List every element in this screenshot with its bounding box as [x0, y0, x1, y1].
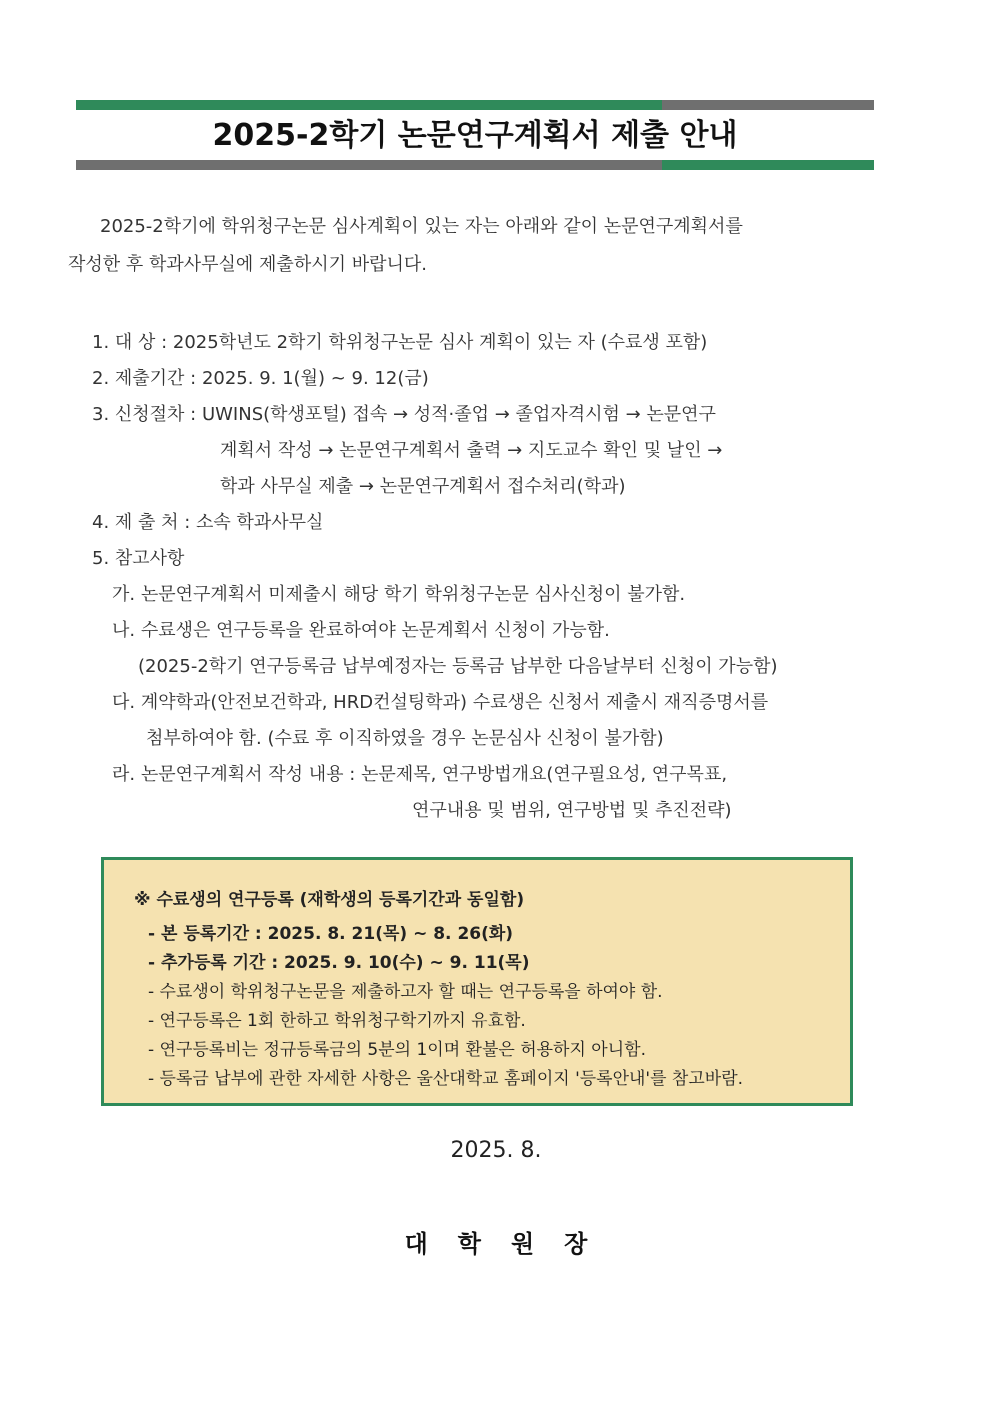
item-submit-to: 4. 제 출 처 : 소속 학과사무실	[92, 512, 324, 533]
note-da-cont: 첨부하여야 함. (수료 후 이직하였을 경우 논문심사 신청이 불가함)	[146, 728, 664, 749]
notice-line-extra-period: - 추가등록 기간 : 2025. 9. 10(수) ~ 9. 11(목)	[148, 953, 530, 973]
page-title: 2025-2학기 논문연구계획서 제출 안내	[212, 118, 738, 153]
note-na: 나. 수료생은 연구등록을 완료하여야 논문계획서 신청이 가능함.	[112, 620, 610, 641]
note-ra: 라. 논문연구계획서 작성 내용 : 논문제목, 연구방법개요(연구필요성, 연구목표,	[112, 764, 728, 785]
title-bar-top-green	[76, 100, 662, 110]
intro-paragraph	[68, 208, 888, 284]
notice-line-4: - 연구등록은 1회 한하고 학위청구학기까지 유효함.	[148, 1011, 526, 1031]
item-procedure-cont-1: 계획서 작성 → 논문연구계획서 출력 → 지도교수 확인 및 날인 →	[220, 440, 723, 461]
item-period: 2. 제출기간 : 2025. 9. 1(월) ~ 9. 12(금)	[92, 368, 429, 389]
item-procedure: 3. 신청절차 : UWINS(학생포털) 접속 → 성적·졸업 → 졸업자격시험 → 논문연구	[92, 404, 716, 425]
item-target: 1. 대 상 : 2025학년도 2학기 학위청구논문 심사 계획이 있는 자 (수료생 포함)	[92, 332, 708, 353]
title-bar-bottom-green	[662, 160, 874, 170]
intro-line-1: 2025-2학기에 학위청구논문 심사계획이 있는 자는 아래와 같이 논문연구계획서를	[100, 216, 743, 237]
signature-dean: 대학원장	[404, 1230, 618, 1258]
document-date: 2025. 8.	[450, 1138, 542, 1163]
title-bar-bottom-gray	[76, 160, 662, 170]
notice-line-5: - 연구등록비는 정규등록금의 5분의 1이며 환불은 허용하지 아니함.	[148, 1040, 646, 1060]
title-bar-top-gray	[662, 100, 874, 110]
note-da: 다. 계약학과(안전보건학과, HRD컨설팅학과) 수료생은 신청서 제출시 재직증명서를	[112, 692, 769, 713]
item-notes: 5. 참고사항	[92, 548, 185, 569]
note-ra-cont: 연구내용 및 범위, 연구방법 및 추진전략)	[412, 800, 732, 821]
notice-line-3: - 수료생이 학위청구논문을 제출하고자 할 때는 연구등록을 하여야 함.	[148, 982, 663, 1002]
note-na-sub: (2025-2학기 연구등록금 납부예정자는 등록금 납부한 다음날부터 신청이 가능함)	[138, 656, 778, 677]
registration-notice-box	[101, 857, 853, 1106]
notice-line-6: - 등록금 납부에 관한 자세한 사항은 울산대학교 홈페이지 '등록안내'를 참고바람.	[148, 1069, 744, 1089]
intro-line-2: 작성한 후 학과사무실에 제출하시기 바랍니다.	[68, 254, 427, 275]
notice-line-main-period: - 본 등록기간 : 2025. 8. 21(목) ~ 8. 26(화)	[148, 924, 514, 944]
notice-heading: ※ 수료생의 연구등록 (재학생의 등록기간과 동일함)	[134, 890, 525, 910]
item-procedure-cont-2: 학과 사무실 제출 → 논문연구계획서 접수처리(학과)	[220, 476, 626, 497]
note-ga: 가. 논문연구계획서 미제출시 해당 학기 학위청구논문 심사신청이 불가함.	[112, 584, 686, 605]
